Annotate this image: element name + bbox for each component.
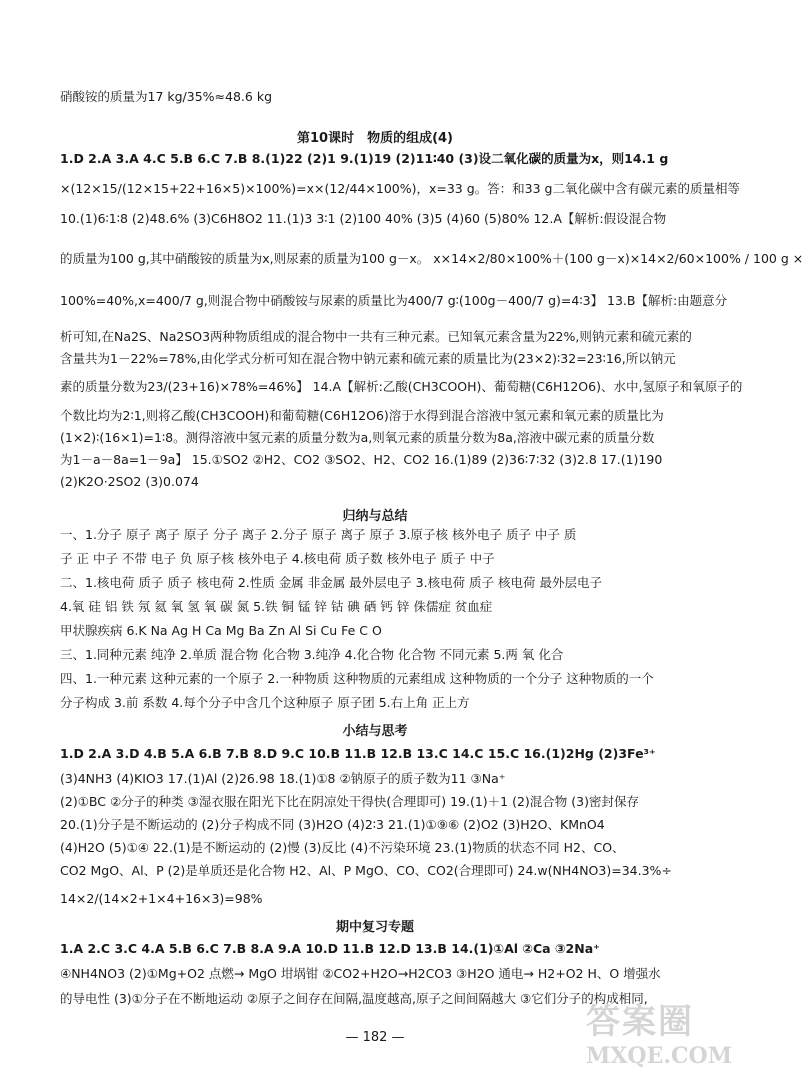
answer-line: 20.(1)分子是不断运动的 (2)分子构成不同 (3)H2O (4)2∶3 21.(1)①⑨⑥ (2)O2 (3)H2O、KMnO4 bbox=[60, 817, 605, 832]
answer-line: 个数比均为2∶1,则将乙酸(CH3COOH)和葡萄糖(C6H12O6)溶于水得到混合溶液中氢元素和氧元素的质量比为 bbox=[60, 408, 664, 423]
answer-line: 四、1.一种元素 这种元素的一个原子 2.一种物质 这种物质的元素组成 这种物质的一个分子 这种物质的一个 bbox=[60, 671, 654, 686]
answer-line: 14×2/(14×2+1×4+16×3)=98% bbox=[60, 891, 263, 906]
answer-line: 子 正 中子 不带 电子 负 原子核 核外电子 4.核电荷 质子数 核外电子 质子 中子 bbox=[60, 551, 495, 566]
answer-line: (1×2)∶(16×1)=1∶8。测得溶液中氢元素的质量分数为a,则氧元素的质量分数为8a,溶液中碳元素的质量分数 bbox=[60, 430, 655, 445]
answer-line: 的质量为100 g,其中硝酸铵的质量为x,则尿素的质量为100 g－x。 x×14×2/80×100%＋(100 g－x)×14×2/60×100% / 100 g × bbox=[60, 251, 803, 266]
answer-line: 1.A 2.C 3.C 4.A 5.B 6.C 7.B 8.A 9.A 10.D 11.B 12.D 13.B 14.(1)①Al ②Ca ③2Na⁺ bbox=[60, 941, 600, 956]
answer-line: 含量共为1－22%=78%,由化学式分析可知在混合物中钠元素和硫元素的质量比为(23×2)∶32=23∶16,所以钠元 bbox=[60, 351, 676, 366]
top-line: 硝酸铵的质量为17 kg/35%≈48.6 kg bbox=[60, 89, 272, 104]
answer-line: 一、1.分子 原子 离子 原子 分子 离子 2.分子 原子 离子 原子 3.原子核 核外电子 质子 中子 质 bbox=[60, 527, 577, 542]
answer-line: (3)4NH3 (4)KIO3 17.(1)Al (2)26.98 18.(1)①8 ②钠原子的质子数为11 ③Na⁺ bbox=[60, 771, 506, 786]
answer-line: CO2 MgO、Al、P (2)是单质还是化合物 H2、Al、P MgO、CO、CO2(合理即可) 24.w(NH4NO3)=34.3%÷ bbox=[60, 863, 672, 878]
answer-line: 甲状腺疾病 6.K Na Ag H Ca Mg Ba Zn Al Si Cu Fe C O bbox=[60, 623, 382, 638]
answer-line: 1.D 2.A 3.A 4.C 5.B 6.C 7.B 8.(1)22 (2)1 9.(1)19 (2)11∶40 (3)设二氧化碳的质量为x，则14.1 g bbox=[60, 151, 669, 166]
answer-line: 4.氧 硅 铝 铁 氖 氦 氧 氢 氧 碳 氮 5.铁 铜 锰 锌 钴 碘 硒 钙 锌 侏儒症 贫血症 bbox=[60, 599, 493, 614]
watermark-bottom: MXQE.COM bbox=[586, 1043, 733, 1069]
answer-line: 100%=40%,x=400/7 g,则混合物中硝酸铵与尿素的质量比为400/7 g∶(100g－400/7 g)=4∶3】 13.B【解析:由题意分 bbox=[60, 293, 728, 308]
answer-line: (2)K2O·2SO2 (3)0.074 bbox=[60, 474, 199, 489]
section-title-summary: 归纳与总结 bbox=[342, 509, 408, 524]
answer-line: (2)①BC ②分子的种类 ③湿衣服在阳光下比在阴凉处干得快(合理即可) 19.(1)＋1 (2)混合物 (3)密封保存 bbox=[60, 794, 639, 809]
answer-line: 为1－a－8a=1－9a】 15.①SO2 ②H2、CO2 ③SO2、H2、CO2 16.(1)89 (2)36∶7∶32 (3)2.8 17.(1)190 bbox=[60, 452, 663, 467]
answer-line: (4)H2O (5)①④ 22.(1)是不断运动的 (2)慢 (3)反比 (4)不污染环境 23.(1)物质的状态不同 H2、CO、 bbox=[60, 840, 625, 855]
answer-line: ×(12×15/(12×15+22+16×5)×100%)=x×(12/44×100%)，x=33 g。答：和33 g二氧化碳中含有碳元素的质量相等 bbox=[60, 181, 740, 196]
answer-line: 三、1.同种元素 纯净 2.单质 混合物 化合物 3.纯净 4.化合物 化合物 不同元素 5.两 氧 化合 bbox=[60, 647, 564, 662]
answer-line: 1.D 2.A 3.D 4.B 5.A 6.B 7.B 8.D 9.C 10.B 11.B 12.B 13.C 14.C 15.C 16.(1)2Hg (2)3Fe³⁺ bbox=[60, 746, 656, 761]
section-title-lesson10: 第10课时 物质的组成(4) bbox=[296, 131, 454, 146]
answer-line: 10.(1)6∶1∶8 (2)48.6% (3)C6H8O2 11.(1)3 3∶1 (2)100 40% (3)5 (4)60 (5)80% 12.A【解析:假设混合物 bbox=[60, 211, 667, 226]
answer-line: 分子构成 3.前 系数 4.每个分子中含几个这种原子 原子团 5.右上角 正上方 bbox=[60, 695, 470, 710]
watermark-logo bbox=[586, 994, 736, 1069]
answer-line: 二、1.核电荷 质子 质子 核电荷 2.性质 金属 非金属 最外层电子 3.核电荷 质子 核电荷 最外层电子 bbox=[60, 575, 602, 590]
page-number: — 182 — bbox=[345, 1030, 405, 1045]
section-title-reflection: 小结与思考 bbox=[342, 724, 408, 739]
answer-line: 析可知,在Na2S、Na2SO3两种物质组成的混合物中一共有三种元素。已知氧元素含量为22%,则钠元素和硫元素的 bbox=[60, 329, 692, 344]
watermark-top: 答案圈 bbox=[586, 1002, 694, 1042]
answer-line: 的导电性 (3)①分子在不断地运动 ②原子之间存在间隔,温度越高,原子之间间隔越大 ③它们分子的构成相同, bbox=[60, 991, 648, 1006]
answer-line: 素的质量分数为23/(23+16)×78%=46%】 14.A【解析:乙酸(CH3COOH)、葡萄糖(C6H12O6)、水中,氢原子和氧原子的 bbox=[60, 379, 743, 394]
answer-line: ④NH4NO3 (2)①Mg+O2 点燃→ MgO 坩埚钳 ②CO2+H2O→H2CO3 ③H2O 通电→ H2+O2 H、O 增强水 bbox=[60, 966, 661, 981]
section-title-midterm: 期中复习专题 bbox=[335, 920, 414, 935]
